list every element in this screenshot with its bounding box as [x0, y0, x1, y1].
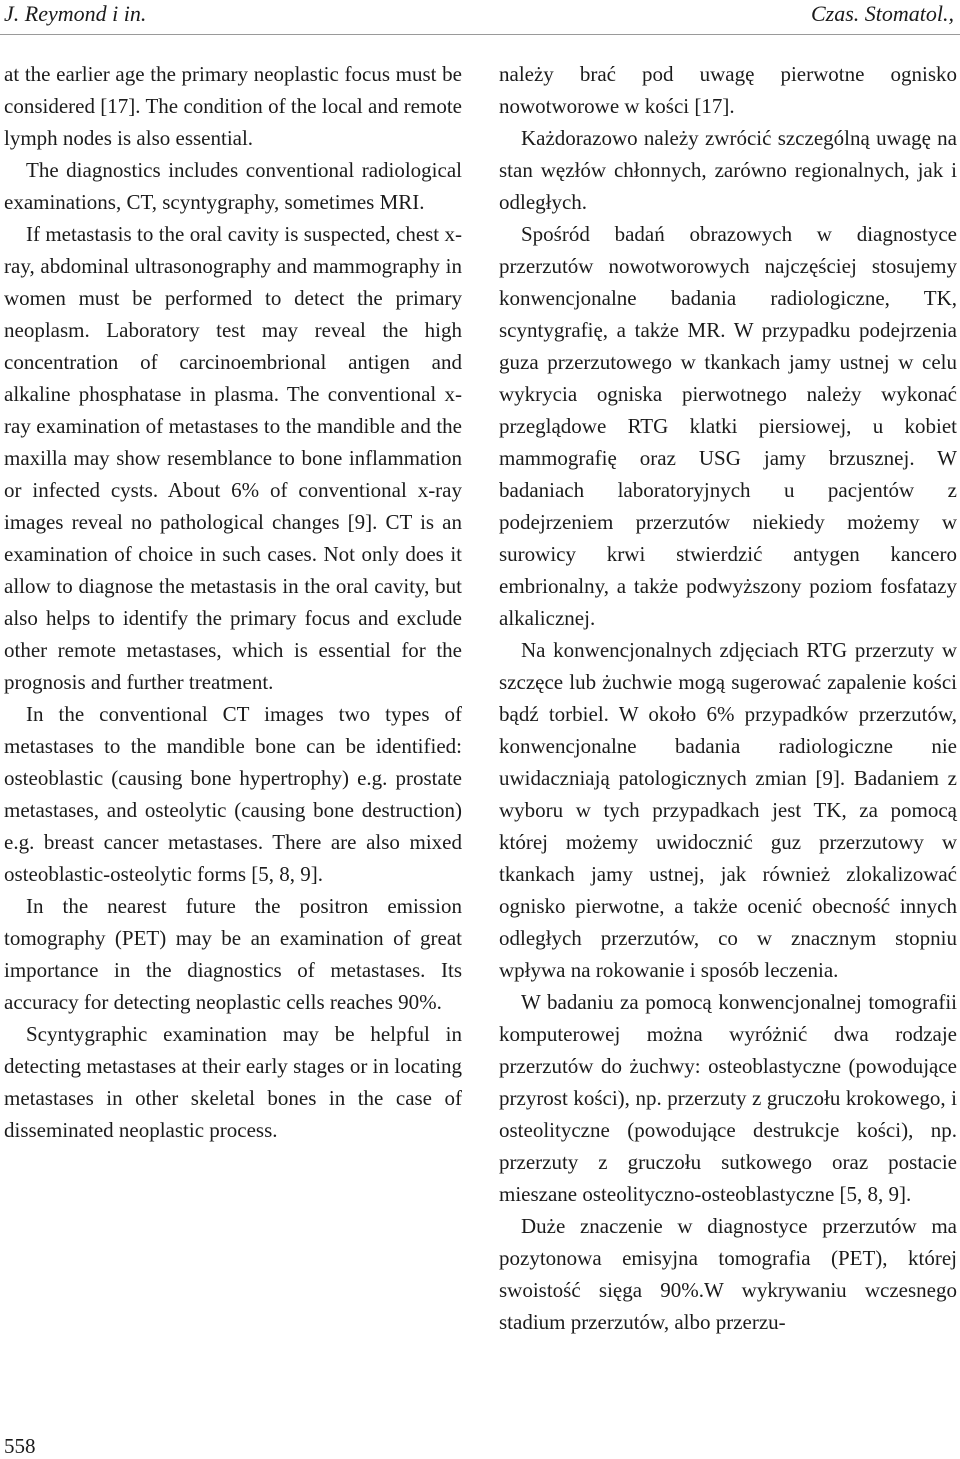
- header-rule: [0, 34, 960, 35]
- english-column: [4, 58, 462, 1146]
- paragraph: Duże znaczenie w diagnostyce przerzutów ma pozytonowa emisyjna tomografia (PET), której swoistość sięga 90%.W wykrywaniu wczesnego stadium przerzutów, albo przerzu-: [499, 1214, 957, 1334]
- paragraph: W badaniu za pomocą konwencjonalnej tomografii komputerowej można wyróżnić dwa rodzaje przerzutów do żuchwy: osteoblastyczne (powodujące przyrost kości), np. przerzuty z gruczołu krokowego, i osteolityczne (powodujące destrukcje kości), np. przerzuty z gruczołu sutkowego oraz postacie mieszane osteolityczno-osteoblastyczne [5, 8, 9].: [499, 990, 957, 1206]
- header-authors: J. Reymond i in.: [4, 1, 147, 26]
- paragraph: In the conventional CT images two types of metastases to the mandible bone can be identified: osteoblastic (causing bone hypertrophy) e.g. prostate metastases, and osteolytic (causing bone destruction) e.g. breast cancer metastases. There are also mixed osteoblastic-osteolytic forms [5, 8, 9].: [4, 702, 462, 886]
- paragraph: In the nearest future the positron emission tomography (PET) may be an examination of great importance in the diagnostics of metastases. Its accuracy for detecting neoplastic cells reaches 90%.: [4, 894, 462, 1014]
- paragraph: at the earlier age the primary neoplastic focus must be considered [17]. The condition of the local and remote lymph nodes is also essential.: [4, 62, 462, 150]
- polish-column: [499, 58, 957, 1338]
- paragraph: należy brać pod uwagę pierwotne ognisko nowotworowe w kości [17].: [499, 62, 957, 118]
- paragraph: If metastasis to the oral cavity is suspected, chest x-ray, abdominal ultrasonography and mammography in women must be performed to detect the primary neoplasm. Laboratory test may reveal the high concentration of carcinoembrional antigen and alkaline phosphatase in plasma. The conventional x-ray examination of metastases to the mandible and the maxilla may show resemblance to bone inflammation or infected cysts. About 6% of conventional x-ray images reveal no pathological changes [9]. CT is an examination of choice in such cases. Not only does it allow to diagnose the metastasis in the oral cavity, but also helps to identify the primary focus and exclude other remote metastases, which is essential for the prognosis and further treatment.: [4, 222, 462, 694]
- paragraph: The diagnostics includes conventional radiological examinations, CT, scyntygraphy, sometimes MRI.: [4, 158, 462, 214]
- paragraph: Każdorazowo należy zwrócić szczególną uwagę na stan węzłów chłonnych, zarówno regionalnych, jak i odległych.: [499, 126, 957, 214]
- paragraph: Spośród badań obrazowych w diagnostyce przerzutów nowotworowych najczęściej stosujemy konwencjonalne badania radiologiczne, TK, scyntygrafię, a także MR. W przypadku podejrzenia guza przerzutowego w tkankach jamy ustnej w celu wykrycia ogniska pierwotnego należy wykonać przeglądowe RTG klatki piersiowej, u kobiet mammografię oraz USG jamy brzusznej. W badaniach laboratoryjnych u pacjentów z podejrzeniem przerzutów niekiedy możemy w surowicy krwi stwierdzić antygen kancero embrionalny, a także podwyższony poziom fosfatazy alkalicznej.: [499, 222, 957, 630]
- header-journal: Czas. Stomatol.,: [810, 1, 954, 26]
- paragraph: Na konwencjonalnych zdjęciach RTG przerzuty w szczęce lub żuchwie mogą sugerować zapalenie kości bądź torbiel. W około 6% przypadków przerzutów, konwencjonalne badania radiologiczne nie uwidaczniają patologicznych zmian [9]. Badaniem z wyboru w tych przypadkach jest TK, za pomocą której możemy uwidocznić guz przerzutowy w tkankach jamy ustnej, jak również zlokalizować ognisko pierwotne, a także ocenić obecność innych odległych przerzutów, co w znacznym stopniu wpływa na rokowanie i sposób leczenia.: [499, 638, 957, 982]
- running-header: [0, 0, 960, 32]
- page-number: 558: [4, 1434, 36, 1458]
- paragraph: Scyntygraphic examination may be helpful in detecting metastases at their early stages or in locating metastases in other skeletal bones in the case of disseminated neoplastic process.: [4, 1022, 462, 1142]
